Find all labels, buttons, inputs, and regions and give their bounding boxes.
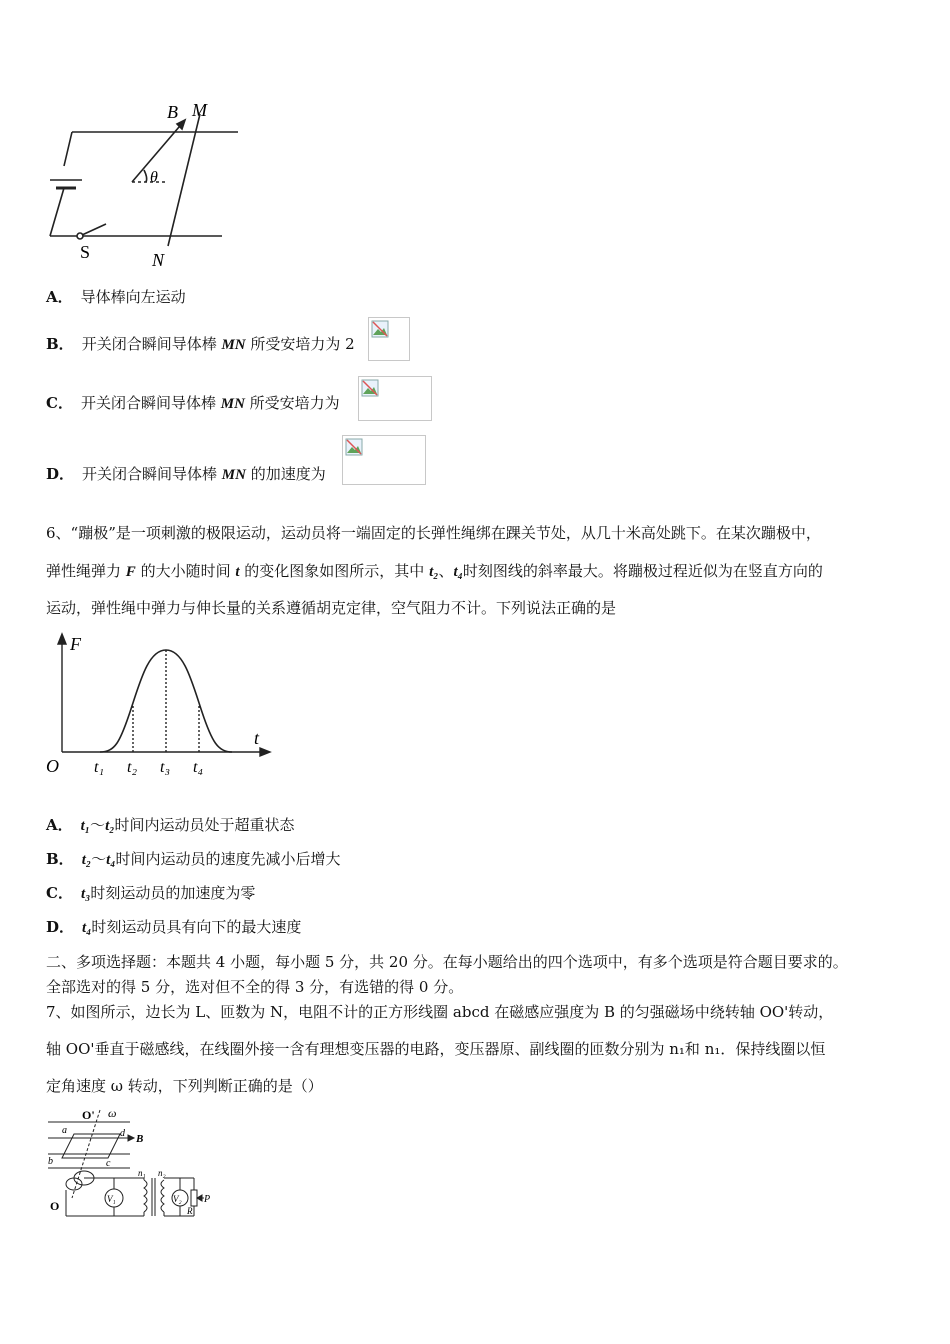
label-B: B bbox=[167, 102, 178, 122]
q6-option-c: C． t₃时刻运动员的加速度为零 bbox=[46, 884, 256, 902]
label-R: R bbox=[187, 1206, 193, 1216]
q6-stem-line3: 运动，弹性绳中弹力与伸长量的关系遵循胡克定律，空气阻力不计。下列说法正确的是 bbox=[46, 599, 617, 617]
q6-option-b: B． t₂～t₄时间内运动员的速度先减小后增大 bbox=[46, 850, 341, 868]
broken-image-icon bbox=[345, 438, 363, 456]
label-theta: θ bbox=[150, 169, 158, 186]
tick-t4: t₄ bbox=[193, 759, 204, 776]
tick-t2: t₂ bbox=[127, 759, 138, 776]
label-a: a bbox=[62, 1125, 67, 1136]
label-M: M bbox=[192, 100, 207, 120]
tick-t3: t₃ bbox=[160, 759, 171, 776]
label-c: c bbox=[106, 1158, 111, 1169]
formula-image-d bbox=[342, 435, 426, 485]
q5-option-c: C． 开关闭合瞬间导体棒 MN 所受安培力为 bbox=[46, 394, 340, 412]
label-O-prime: O' bbox=[82, 1108, 95, 1122]
label-V2: V₂ bbox=[173, 1194, 182, 1204]
y-axis-label: F bbox=[70, 634, 81, 654]
origin-label: O bbox=[46, 756, 59, 776]
label-d: d bbox=[120, 1128, 125, 1139]
q6-option-d: D． t₄时刻运动员具有向下的最大速度 bbox=[46, 918, 302, 936]
q7-stem-line3: 定角速度 ω 转动，下列判断正确的是（） bbox=[46, 1077, 323, 1095]
figure-circuit-mn bbox=[40, 96, 250, 270]
q6-option-a: A． t₁～t₂时间内运动员处于超重状态 bbox=[46, 816, 295, 834]
formula-image-c bbox=[358, 376, 432, 421]
figure-f-t-graph bbox=[40, 632, 280, 780]
q5-option-a: A． 导体棒向左运动 bbox=[46, 288, 186, 306]
force-curve bbox=[100, 650, 232, 752]
figure-coil-transformer bbox=[44, 1106, 214, 1226]
label-S: S bbox=[80, 242, 91, 262]
formula-image-b bbox=[368, 317, 410, 361]
q6-stem-line2: 弹性绳弹力 F 的大小随时间 t 的变化图象如图所示，其中 t₂、t₄时刻图线的斜率最大。将蹦极过程近似为在竖直方向的 bbox=[46, 562, 823, 580]
q6-stem-line1: 6、“蹦极”是一项刺激的极限运动，运动员将一端固定的长弹性绳绑在踝关节处，从几十米高处跳下。在某次蹦极中， bbox=[46, 524, 821, 542]
x-axis-label: t bbox=[254, 728, 260, 748]
label-O: O bbox=[50, 1199, 60, 1213]
label-omega: ω bbox=[108, 1106, 117, 1120]
label-N: N bbox=[152, 250, 165, 270]
label-n1: n₁ bbox=[138, 1168, 146, 1178]
section2-line1: 二、多项选择题：本题共 4 小题，每小题 5 分，共 20 分。在每小题给出的四个选项中，有多个选项是符合题目要求的。 bbox=[46, 953, 848, 971]
label-b: b bbox=[48, 1156, 53, 1167]
q7-stem-line2: 轴 OO'垂直于磁感线，在线圈外接一含有理想变压器的电路，变压器原、副线圈的匝数分别为 n₁和 n₁．保持线圈以恒 bbox=[46, 1040, 826, 1058]
section2-line2: 全部选对的得 5 分，选对但不全的得 3 分，有选错的得 0 分。 bbox=[46, 978, 464, 996]
tick-t1: t₁ bbox=[94, 759, 105, 776]
label-V1: V₁ bbox=[107, 1194, 116, 1204]
q7-stem-line1: 7、如图所示，边长为 L、匝数为 N，电阻不计的正方形线圈 abcd 在磁感应强度为 B 的匀强磁场中绕转轴 OO'转动， bbox=[46, 1003, 834, 1021]
label-B-field: B bbox=[136, 1133, 144, 1145]
broken-image-icon bbox=[361, 379, 379, 397]
label-n2: n₂ bbox=[158, 1168, 166, 1178]
q5-option-b: B． 开关闭合瞬间导体棒 MN 所受安培力为 2 bbox=[46, 335, 355, 353]
q5-option-d: D． 开关闭合瞬间导体棒 MN 的加速度为 bbox=[46, 465, 326, 483]
broken-image-icon bbox=[371, 320, 389, 338]
label-P: P bbox=[204, 1194, 211, 1205]
